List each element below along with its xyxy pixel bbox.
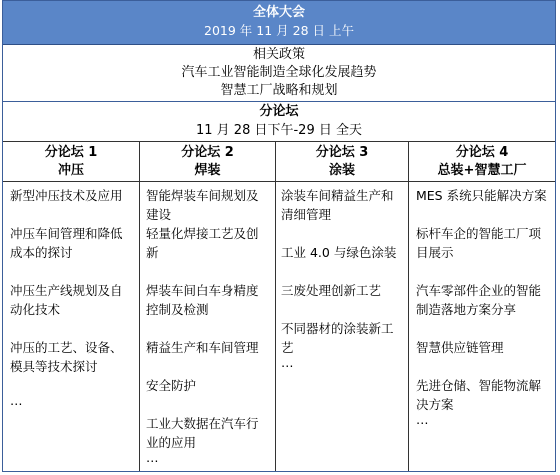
more-ellipsis: … (146, 450, 159, 465)
list-item: 工业 4.0 与绿色涂装 (281, 245, 397, 260)
list-item: 冲压生产线规划及自动化技术 (10, 283, 123, 317)
more-ellipsis: … (281, 355, 294, 370)
plenary-heading: 相关政策 (252, 47, 305, 62)
list-item: 三废处理创新工艺 (281, 283, 382, 298)
forum-column-stamping (3, 142, 139, 471)
plenary-topic: 智慧工厂战略和规划 (220, 83, 338, 98)
list-item: MES 系统只能解决方案 (416, 188, 547, 203)
list-item: 轻量化焊接工艺及创新 (146, 226, 259, 260)
forum-name: 分论坛 1 (44, 145, 98, 160)
list-item: 先进仓储、智能物流解决方案 (416, 378, 542, 412)
plenary-time: 2019 年 11 月 28 日 上午 (204, 23, 354, 38)
list-item: 涂装车间精益生产和清细管理 (281, 188, 394, 222)
forum-header (409, 142, 555, 182)
plenary-topic: 汽车工业智能制造全球化发展趋势 (181, 65, 377, 80)
list-item: 不同器材的涂装新工艺 (281, 321, 394, 355)
forum-topics (3, 182, 139, 407)
plenary-header (3, 1, 555, 44)
forum-topics (140, 182, 275, 464)
forum-header (276, 142, 408, 182)
agenda-table (2, 0, 556, 472)
forum-column-assembly (409, 142, 555, 471)
forum-name: 分论坛 4 (455, 145, 509, 160)
list-item: 冲压车间管理和降低成本的探讨 (10, 226, 123, 260)
more-ellipsis: … (416, 412, 429, 427)
more-ellipsis: … (10, 393, 23, 408)
list-item: 标杆车企的智能工厂项目展示 (416, 226, 542, 260)
plenary-title: 全体大会 (252, 5, 305, 20)
forum-name: 分论坛 3 (315, 145, 369, 160)
list-item: 焊装车间白车身精度控制及检测 (146, 283, 259, 317)
list-item: 精益生产和车间管理 (146, 340, 259, 355)
list-item: 冲压的工艺、设备、模具等技术探讨 (10, 340, 123, 374)
forum-subtitle: 总装+智慧工厂 (437, 163, 527, 178)
forums-time: 11 月 28 日下午-29 日 全天 (196, 123, 362, 138)
forum-subtitle: 涂装 (328, 163, 355, 178)
forum-column-painting (276, 142, 408, 471)
list-item: 智慧供应链管理 (416, 340, 504, 355)
forum-header (140, 142, 275, 182)
divider (3, 101, 555, 102)
forum-topics (276, 182, 408, 369)
forum-name: 分论坛 2 (181, 145, 234, 160)
divider (3, 44, 555, 45)
forum-header (3, 142, 139, 182)
list-item: 工业大数据在汽车行业的应用 (146, 416, 259, 450)
list-item: 智能焊装车间规划及建设 (146, 188, 259, 222)
forum-subtitle: 冲压 (57, 163, 84, 178)
forum-subtitle: 焊装 (194, 163, 221, 178)
list-item: 汽车零部件企业的智能制造落地方案分享 (416, 283, 542, 317)
forum-topics (409, 182, 555, 426)
forums-title: 分论坛 (259, 104, 299, 119)
list-item: 安全防护 (146, 378, 197, 393)
list-item: 新型冲压技术及应用 (10, 188, 123, 203)
forum-column-welding (140, 142, 275, 471)
